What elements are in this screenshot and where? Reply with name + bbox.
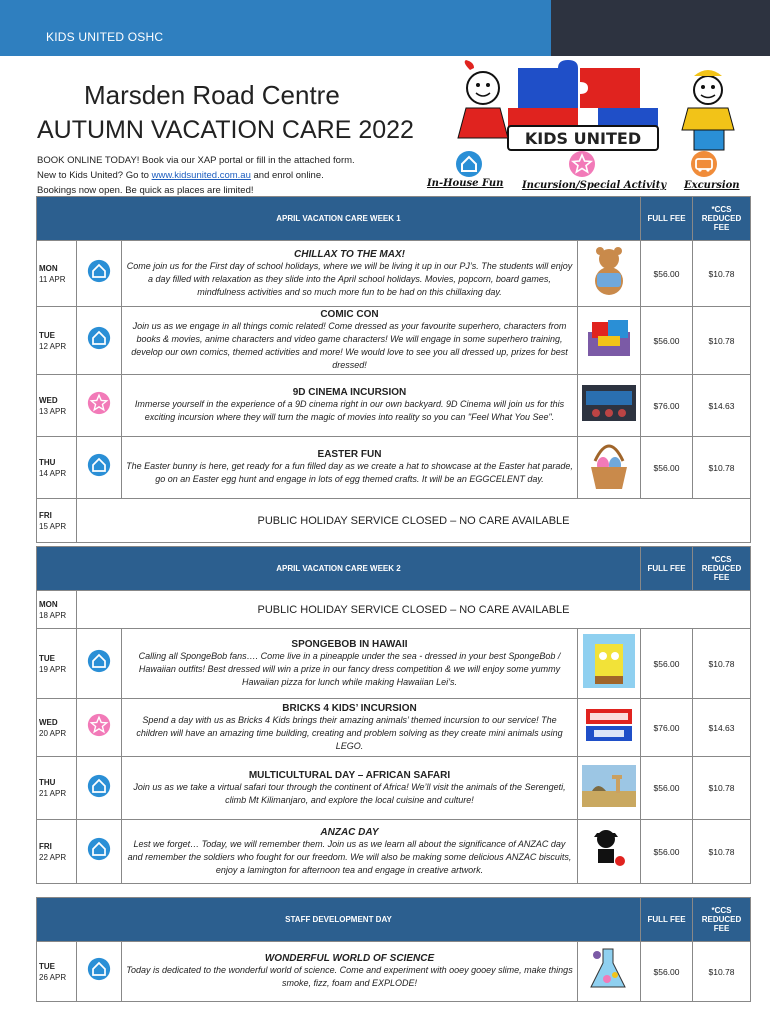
activity-cell (122, 757, 578, 820)
cinema-icon (582, 385, 636, 421)
house-icon (87, 649, 111, 673)
activity-type-cell (77, 629, 122, 699)
activity-type-cell (77, 820, 122, 884)
full-fee: $76.00 (641, 699, 693, 757)
full-fee: $56.00 (641, 820, 693, 884)
table-row (37, 307, 751, 375)
incursion-legend-label: Incursion/Special Activity (522, 180, 667, 191)
reduced-fee: $10.78 (693, 629, 751, 699)
logo-text: KIDS UNITED (524, 129, 642, 148)
intro-line-2-post: and enrol online. (250, 170, 324, 181)
full-fee: $56.00 (641, 307, 693, 375)
house-icon (87, 957, 111, 981)
activity-title: ANZAC DAY (320, 826, 379, 838)
day-cell (37, 942, 77, 1002)
table-row (37, 820, 751, 884)
teddy-bear-icon (587, 245, 631, 297)
staff-day-table (36, 897, 751, 1002)
activity-image-cell (578, 942, 641, 1002)
day-name: MON (39, 263, 58, 273)
activity-description: Spend a day with us as Bricks 4 Kids brings their amazing animals’ themed incursion to our service! The children will have an amazing time building, creating and problem solving as they create mini animals using LEGO. (136, 714, 563, 751)
full-fee-header: FULL FEE (641, 197, 693, 241)
day-date: 12 APR (39, 341, 67, 351)
reduced-fee: $10.78 (693, 757, 751, 820)
day-date: 20 APR (39, 728, 67, 738)
house-icon (87, 326, 111, 350)
full-fee: $76.00 (641, 375, 693, 437)
star-icon (87, 713, 111, 737)
spongebob-icon (583, 634, 635, 688)
inhouse-legend-label: In-House Fun (427, 178, 504, 189)
full-fee: $56.00 (641, 241, 693, 307)
intro-text (37, 153, 355, 198)
activity-image-cell (577, 820, 640, 884)
reduced-fee: $10.78 (693, 437, 751, 499)
activity-type-cell (77, 699, 122, 757)
excursion-legend-icon (690, 150, 718, 178)
activity-cell (122, 241, 578, 307)
table-row (37, 375, 751, 437)
day-date: 11 APR (39, 274, 66, 284)
star-icon (87, 391, 111, 415)
intro-line-2 (37, 168, 355, 183)
activity-description: The Easter bunny is here, get ready for a fun filled day as we create a hat to showcase at the Easter hat parade, go on an Easter egg hunt and engage in lots of egg themed crafts. It will be an EGGCELENT day. (126, 461, 573, 484)
day-name: MON (39, 599, 58, 609)
day-name: WED (39, 395, 58, 405)
activity-type-cell (77, 375, 122, 437)
day-date: 13 APR (39, 406, 67, 416)
activity-title: 9D CINEMA INCURSION (292, 387, 407, 398)
intro-line-1: BOOK ONLINE TODAY! Book via our XAP portal or fill in the attached form. (37, 155, 355, 166)
day-cell (37, 499, 77, 543)
full-fee-header: FULL FEE (641, 898, 693, 942)
reduced-fee: $10.78 (693, 942, 751, 1002)
day-name: TUE (39, 653, 55, 663)
activity-title: BRICKS 4 KIDS’ INCURSION (282, 702, 417, 714)
inhouse-legend-icon (455, 150, 483, 178)
table-row (37, 591, 751, 629)
house-icon (87, 453, 111, 477)
activity-description: Today is dedicated to the wonderful world of science. Come and experiment with ooey gooey slime, make things smoke, fizz, foam and EXPLODE! (126, 965, 573, 988)
day-cell (37, 757, 77, 820)
activity-title: CHILLAX TO THE MAX! (294, 248, 405, 260)
easter-basket-icon (587, 437, 631, 493)
activity-type-cell (77, 942, 122, 1002)
activity-image-cell (577, 629, 640, 699)
excursion-legend-label: Excursion (684, 180, 740, 191)
table-row (37, 241, 751, 307)
activity-title: WONDERFUL WORLD OF SCIENCE (264, 953, 435, 964)
centre-name: Marsden Road Centre (84, 80, 340, 110)
week-title: STAFF DEVELOPMENT DAY (37, 898, 641, 942)
bricks-4-kidz-logo (584, 707, 634, 743)
day-date: 19 APR (39, 664, 67, 674)
activity-image-cell (577, 241, 640, 307)
full-fee-header: FULL FEE (641, 547, 693, 591)
day-date: 15 APR (39, 521, 67, 531)
org-name: KIDS UNITED OSHC (0, 0, 551, 56)
activity-title: SPONGEBOB IN HAWAII (291, 638, 408, 650)
day-cell (37, 307, 77, 375)
closed-notice: PUBLIC HOLIDAY SERVICE CLOSED – NO CARE AVAILABLE (77, 591, 751, 629)
reduced-fee-header: *CCS REDUCED FEE (693, 547, 751, 591)
intro-line-3: Bookings now open. Be quick as places are limited! (37, 185, 254, 196)
day-name: TUE (39, 961, 55, 971)
week-title: APRIL VACATION CARE WEEK 1 (37, 197, 641, 241)
activity-description: Come join us for the First day of school holidays, where we will be living it up in our PJ’s. The students will enjoy a day filled with relaxation as they slide into the April school holidays. Movies, popcorn, board games, mindfulness activities and so much more fun to be had on this chillaxing day. (126, 260, 573, 297)
activity-cell (122, 307, 578, 375)
full-fee: $56.00 (641, 437, 693, 499)
table-row (37, 437, 751, 499)
website-link[interactable]: www.kidsunited.com.au (151, 170, 251, 181)
intro-line-2-pre: New to Kids United? Go to (37, 170, 152, 181)
activity-title: COMIC CON (320, 309, 379, 320)
kids-united-logo (448, 60, 768, 160)
day-date: 18 APR (39, 610, 67, 620)
activity-cell (122, 820, 578, 884)
activity-description: Lest we forget… Today, we will remember them. Join us as we learn all about the significance of ANZAC day and remember the soldiers who fought for our freedom. We will also be making some delicious ANZAC biscuits, enjoy a lamington for afternoon tea and engage in creative artwork. (127, 838, 572, 875)
day-cell (37, 820, 77, 884)
anzac-day-icon (586, 825, 632, 873)
reduced-fee: $10.78 (693, 307, 751, 375)
activity-description: Join us as we take a virtual safari tour through the continent of Africa! We’ll visit the animals of the Serengeti, climb Mt Kilimanjaro, and explore the local cuisine and culture! (133, 781, 566, 805)
reduced-fee-header: *CCS REDUCED FEE (693, 197, 751, 241)
science-flask-icon (587, 945, 631, 993)
reduced-fee: $14.63 (693, 699, 751, 757)
day-name: TUE (39, 330, 55, 340)
table-row (37, 499, 751, 543)
house-icon (87, 259, 111, 283)
activity-description: Calling all SpongeBob fans…. Come live in a pineapple under the sea - dressed in your best SpongeBob / Hawaiian outfits! Best dressed will win a prize in our fancy dress competition & we will enjoy some yummy Hawaiian pizza for lunch while making Hawaiian Lei’s. (138, 650, 561, 687)
activity-image-cell (577, 375, 640, 437)
day-name: WED (39, 717, 58, 727)
table-row (37, 699, 751, 757)
activity-description: Join us as we engage in all things comic related! Come dressed as your favourite superhero, characters from books & movies, anime characters and video game characters! We will engage in some superhero training, develop our own comics, themed activities and more! We would love to see you all dressed up, prizes for best dressed! (131, 321, 568, 370)
activity-cell (122, 437, 578, 499)
activity-image-cell (577, 437, 640, 499)
reduced-fee: $10.78 (693, 241, 751, 307)
full-fee: $56.00 (641, 629, 693, 699)
activity-cell (122, 942, 578, 1002)
activity-type-cell (77, 757, 122, 820)
top-banner (0, 0, 770, 56)
full-fee: $56.00 (641, 942, 693, 1002)
reduced-fee: $10.78 (693, 820, 751, 884)
day-cell (37, 241, 77, 307)
week-2-table (36, 546, 751, 884)
day-date: 21 APR (39, 789, 67, 798)
banner-dark-block (551, 0, 770, 56)
activity-cell (122, 629, 578, 699)
program-title: AUTUMN VACATION CARE 2022 (37, 116, 414, 144)
day-cell (37, 699, 77, 757)
day-date: 22 APR (39, 852, 67, 862)
table-row (37, 757, 751, 820)
activity-cell (122, 699, 578, 757)
activity-type-cell (77, 307, 122, 375)
activity-image-cell (577, 699, 640, 757)
activity-title: MULTICULTURAL DAY – AFRICAN SAFARI (248, 769, 451, 781)
activity-type-cell (77, 241, 122, 307)
day-cell (37, 629, 77, 699)
day-name: THU (39, 457, 56, 467)
incursion-legend-icon (568, 150, 596, 178)
day-name: THU (39, 778, 56, 787)
safari-icon (582, 765, 636, 807)
week-1-table (36, 196, 751, 543)
activity-image-cell (577, 757, 640, 820)
day-cell (37, 375, 77, 437)
reduced-fee: $14.63 (693, 375, 751, 437)
reduced-fee-header: *CCS REDUCED FEE (693, 898, 751, 942)
table-row (37, 942, 751, 1002)
house-icon (87, 774, 111, 798)
day-name: FRI (39, 841, 52, 851)
activity-description: Immerse yourself in the experience of a 9D cinema right in our own backyard. 9D Cinema will join us for this exciting incursion where they will turn the magic of movies into reality so you can "Feel What You See". (134, 399, 565, 422)
day-date: 14 APR (39, 468, 67, 478)
activity-title: EASTER FUN (317, 449, 382, 460)
comic-books-icon (584, 316, 634, 360)
closed-notice: PUBLIC HOLIDAY SERVICE CLOSED – NO CARE AVAILABLE (77, 499, 751, 543)
activity-type-cell (77, 437, 122, 499)
day-cell (37, 437, 77, 499)
day-cell (37, 591, 77, 629)
table-row (37, 629, 751, 699)
activity-cell (122, 375, 578, 437)
full-fee: $56.00 (641, 757, 693, 820)
activity-image-cell (577, 307, 640, 375)
day-date: 26 APR (39, 972, 67, 982)
week-title: APRIL VACATION CARE WEEK 2 (37, 547, 641, 591)
day-name: FRI (39, 510, 52, 520)
house-icon (87, 837, 111, 861)
